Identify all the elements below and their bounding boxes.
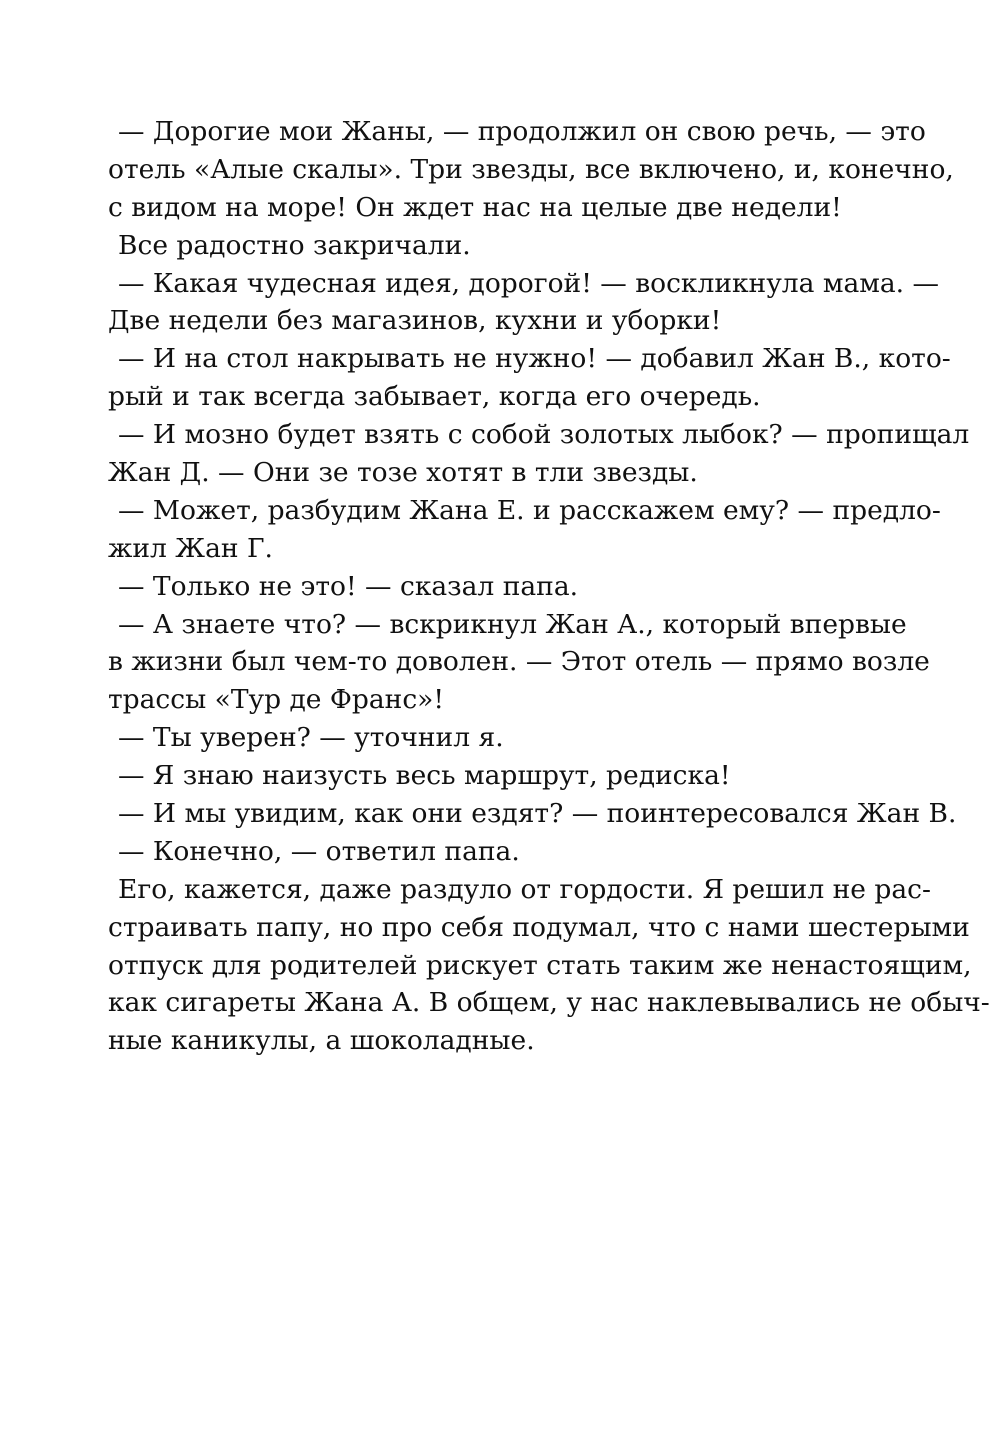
text-line: Две недели без магазинов, кухни и уборки! [108, 305, 722, 337]
text-line: Его, кажется, даже раздуло от гордости. Я решил не рас- [118, 873, 931, 905]
text-line: — Может, разбудим Жана Е. и расскажем ему? — предло- [118, 494, 941, 526]
text-line: — Конечно, — ответил папа. [118, 835, 520, 867]
text-line: как сигареты Жана А. В общем, у нас наклевывались не обыч- [108, 987, 990, 1019]
text-line: — Какая чудесная идея, дорогой! — воскликнула мама. — [118, 267, 940, 299]
text-line: Все радостно закричали. [118, 229, 471, 261]
text-line: отпуск для родителей рискует стать таким же ненастоящим, [108, 949, 972, 981]
text-line: с видом на море! Он ждет нас на целые две недели! [108, 191, 842, 223]
text-line: — Дорогие мои Жаны, — продолжил он свою речь, — это [118, 116, 926, 147]
text-line: Жан Д. — Они зе тозе хотят в тли звезды. [108, 457, 698, 489]
text-line: — И мы увидим, как они ездят? — поинтересовался Жан В. [118, 798, 957, 830]
text-line: трассы «Тур де Франс»! [108, 684, 445, 716]
text-line: — И мозно будет взять с собой золотых лыбок? — пропищал [118, 419, 970, 451]
text-line: жил Жан Г. [108, 532, 273, 564]
body-text [108, 113, 990, 1060]
text-line: страивать папу, но про себя подумал, что с нами шестерыми [108, 911, 970, 943]
text-line: — А знаете что? — вскрикнул Жан А., который впервые [118, 608, 907, 640]
text-line: — И на стол накрывать не нужно! — добавил Жан В., кото- [118, 343, 951, 375]
text-line: — Ты уверен? — уточнил я. [118, 722, 504, 754]
text-line: рый и так всегда забывает, когда его очередь. [108, 381, 761, 413]
text-line: — Я знаю наизусть весь маршрут, редиска! [118, 760, 731, 792]
text-line: отель «Алые скалы». Три звезды, все включено, и, конечно, [108, 153, 954, 185]
text-line: — Только не это! — сказал папа. [118, 570, 579, 602]
text-line: в жизни был чем-то доволен. — Этот отель — прямо возле [108, 646, 930, 678]
text-line: ные каникулы, а шоколадные. [108, 1025, 535, 1057]
